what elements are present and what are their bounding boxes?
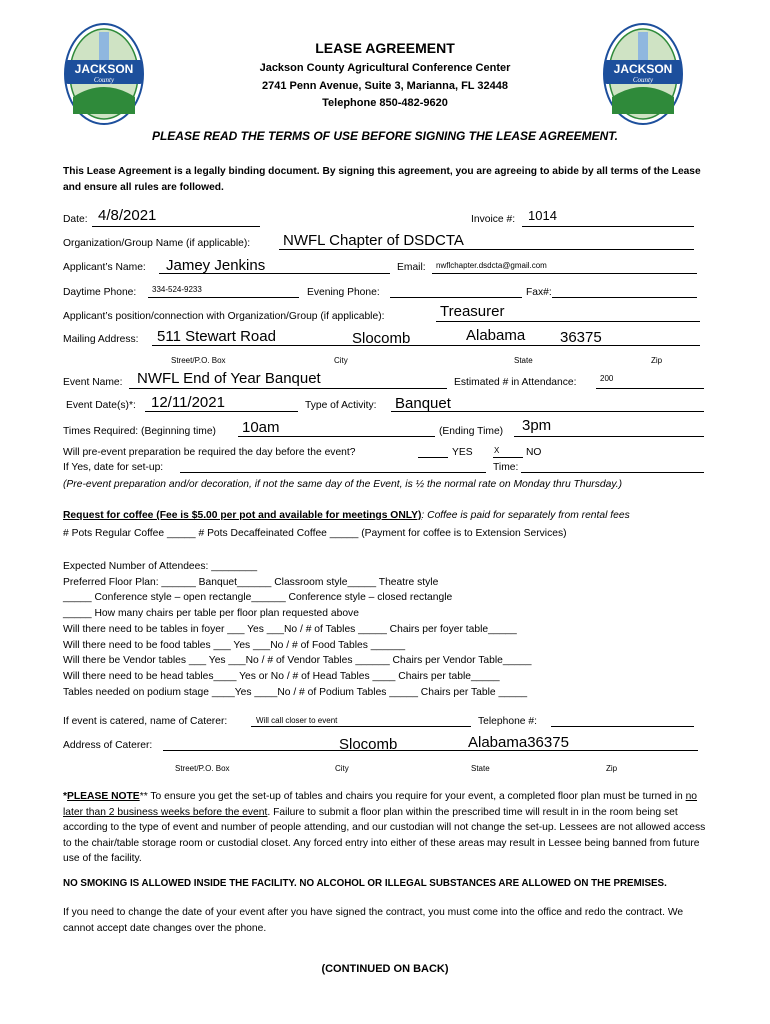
header-line-3: Telephone 850-482-9620 xyxy=(322,97,448,109)
activity-type-field[interactable]: Banquet xyxy=(395,395,451,412)
caterer-state-caption: State xyxy=(471,764,490,773)
header-line-1: Jackson County Agricultural Conference Center xyxy=(259,62,511,74)
setup-time-label: Time: xyxy=(493,462,519,473)
applicant-label: Applicant’s Name: xyxy=(63,262,146,273)
svg-text:County: County xyxy=(632,76,654,84)
ending-time-field[interactable]: 3pm xyxy=(522,417,552,434)
beginning-time-label: Times Required: (Beginning time) xyxy=(63,426,216,437)
caterer-city-caption: City xyxy=(335,764,349,773)
invoice-label: Invoice #: xyxy=(471,214,516,225)
setup-line: _____ Conference style – open rectangle______ Conference style – closed rectangle xyxy=(63,592,453,603)
coffee-heading: Request for coffee (Fee is $5.00 per pot and available for meetings ONLY): Coffee is paid for separately from rental fees xyxy=(63,510,630,521)
caterer-zip-caption: Zip xyxy=(606,764,618,773)
city-field[interactable]: Slocomb xyxy=(352,330,411,347)
attendance-label: Estimated # in Attendance: xyxy=(454,377,577,388)
org-label: Organization/Group Name (if applicable): xyxy=(63,238,251,249)
state-field[interactable]: Alabama xyxy=(466,327,526,344)
setup-line: Will there need to be tables in foyer ___ Yes ___No / # of Tables _____ Chairs per foyer table_____ xyxy=(63,624,517,635)
applicant-name-field[interactable]: Jamey Jenkins xyxy=(166,257,266,274)
daytime-phone-field[interactable]: 334-524-9233 xyxy=(152,285,202,294)
invoice-field[interactable]: 1014 xyxy=(528,208,557,223)
date-label: Date: xyxy=(63,214,88,225)
position-label: Applicant’s position/connection with Organization/Group (if applicable): xyxy=(63,311,385,322)
beginning-time-field[interactable]: 10am xyxy=(242,419,280,436)
zip-field[interactable]: 36375 xyxy=(560,329,602,346)
email-label: Email: xyxy=(397,262,426,273)
date-change-policy: If you need to change the date of your event after you have signed the contract, you must come into the office and redo the contract. We cannot accept date changes over the phone. xyxy=(63,907,684,934)
jackson-county-logo-right xyxy=(602,22,684,128)
caterer-address-label: Address of Caterer: xyxy=(63,740,153,751)
position-field[interactable]: Treasurer xyxy=(440,303,505,320)
setup-line: Expected Number of Attendees: ________ xyxy=(63,561,258,572)
prep-yes-label: YES xyxy=(452,447,473,458)
smoking-policy: NO SMOKING IS ALLOWED INSIDE THE FACILITY. NO ALCOHOL OR ILLEGAL SUBSTANCES ARE ALLOWED ON THE PREMISES. xyxy=(63,878,667,889)
attendance-field[interactable]: 200 xyxy=(600,374,614,383)
evening-phone-label: Evening Phone: xyxy=(307,287,380,298)
event-name-label: Event Name: xyxy=(63,377,123,388)
document-title: LEASE AGREEMENT xyxy=(315,40,455,56)
prep-no-checkmark[interactable]: X xyxy=(494,446,500,455)
coffee-line: # Pots Regular Coffee _____ # Pots Decaffeinated Coffee _____ (Payment for coffee is to Extension Services) xyxy=(63,528,567,539)
date-field[interactable]: 4/8/2021 xyxy=(98,207,157,224)
caterer-name-label: If event is catered, name of Caterer: xyxy=(63,716,228,727)
fax-label: Fax#: xyxy=(526,287,552,298)
prep-question: Will pre-event preparation be required the day before the event? xyxy=(63,447,356,458)
jackson-county-logo-left xyxy=(63,22,145,128)
setup-line: Will there be Vendor tables ___ Yes ___No / # of Vendor Tables ______ Chairs per Vendor Table_____ xyxy=(63,655,532,666)
event-dates-field[interactable]: 12/11/2021 xyxy=(151,394,225,411)
svg-text:JACKSON: JACKSON xyxy=(74,62,134,76)
setup-line: Preferred Floor Plan: ______ Banquet______ Classroom style_____ Theatre style xyxy=(63,577,439,588)
email-field[interactable]: nwflchapter.dsdcta@gmail.com xyxy=(436,261,547,270)
svg-text:County: County xyxy=(93,76,115,84)
setup-line: Will there need to be head tables____ Yes or No / # of Head Tables ____ Chairs per table_____ xyxy=(63,671,500,682)
setup-line: Will there need to be food tables ___ Yes ___No / # of Food Tables ______ xyxy=(63,640,406,651)
city-caption: City xyxy=(334,356,348,365)
activity-type-label: Type of Activity: xyxy=(305,400,377,411)
zip-caption: Zip xyxy=(651,356,663,365)
ending-time-label: (Ending Time) xyxy=(439,426,504,437)
street-caption: Street/P.O. Box xyxy=(171,356,226,365)
mailing-address-label: Mailing Address: xyxy=(63,334,139,345)
org-field[interactable]: NWFL Chapter of DSDCTA xyxy=(283,232,464,249)
setup-line: _____ How many chairs per table per floor plan requested above xyxy=(63,608,359,619)
caterer-name-field[interactable]: Will call closer to event xyxy=(256,716,338,725)
prep-no-label: NO xyxy=(526,447,542,458)
event-name-field[interactable]: NWFL End of Year Banquet xyxy=(137,370,321,387)
setup-date-label: If Yes, date for set-up: xyxy=(63,462,164,473)
svg-text:JACKSON: JACKSON xyxy=(613,62,673,76)
intro-paragraph: This Lease Agreement is a legally binding document. By signing this agreement, you are agreeing to abide by all terms of the Lease and ensure all rules are followed. xyxy=(63,166,701,193)
continued-on-back: (CONTINUED ON BACK) xyxy=(321,963,449,975)
floor-plan-note: *PLEASE NOTE** To ensure you get the set-up of tables and chairs you require for your event, a completed floor plan must be turned in no later than 2 business weeks before the event. Failure to submit a floor plan within the prescribed time will result in in the room being set according to the type of event and number of people attending, and our custodian will not change the set-up. Lessees are not allowed access to the chair/table storage room or custodial closet. Any forced entry into either of these areas may result in Lessee being banned from future use of the facility. xyxy=(63,791,706,864)
street-field[interactable]: 511 Stewart Road xyxy=(157,328,276,345)
setup-line: Tables needed on podium stage ____Yes ____No / # of Podium Tables _____ Chairs per Table _____ xyxy=(63,687,528,698)
prep-rate-note: (Pre-event preparation and/or decoration, if not the same day of the Event, is ½ the normal rate on Monday thru Thursday.) xyxy=(63,479,623,490)
state-caption: State xyxy=(514,356,533,365)
header-line-2: 2741 Penn Avenue, Suite 3, Marianna, FL 32448 xyxy=(262,80,508,92)
daytime-phone-label: Daytime Phone: xyxy=(63,287,137,298)
caterer-street-caption: Street/P.O. Box xyxy=(175,764,230,773)
caterer-phone-label: Telephone #: xyxy=(478,716,537,727)
event-dates-label: Event Date(s)*: xyxy=(66,400,136,411)
caterer-state-zip-field[interactable]: Alabama36375 xyxy=(468,734,569,751)
caterer-city-field[interactable]: Slocomb xyxy=(339,736,398,753)
terms-warning: PLEASE READ THE TERMS OF USE BEFORE SIGNING THE LEASE AGREEMENT. xyxy=(151,129,619,143)
